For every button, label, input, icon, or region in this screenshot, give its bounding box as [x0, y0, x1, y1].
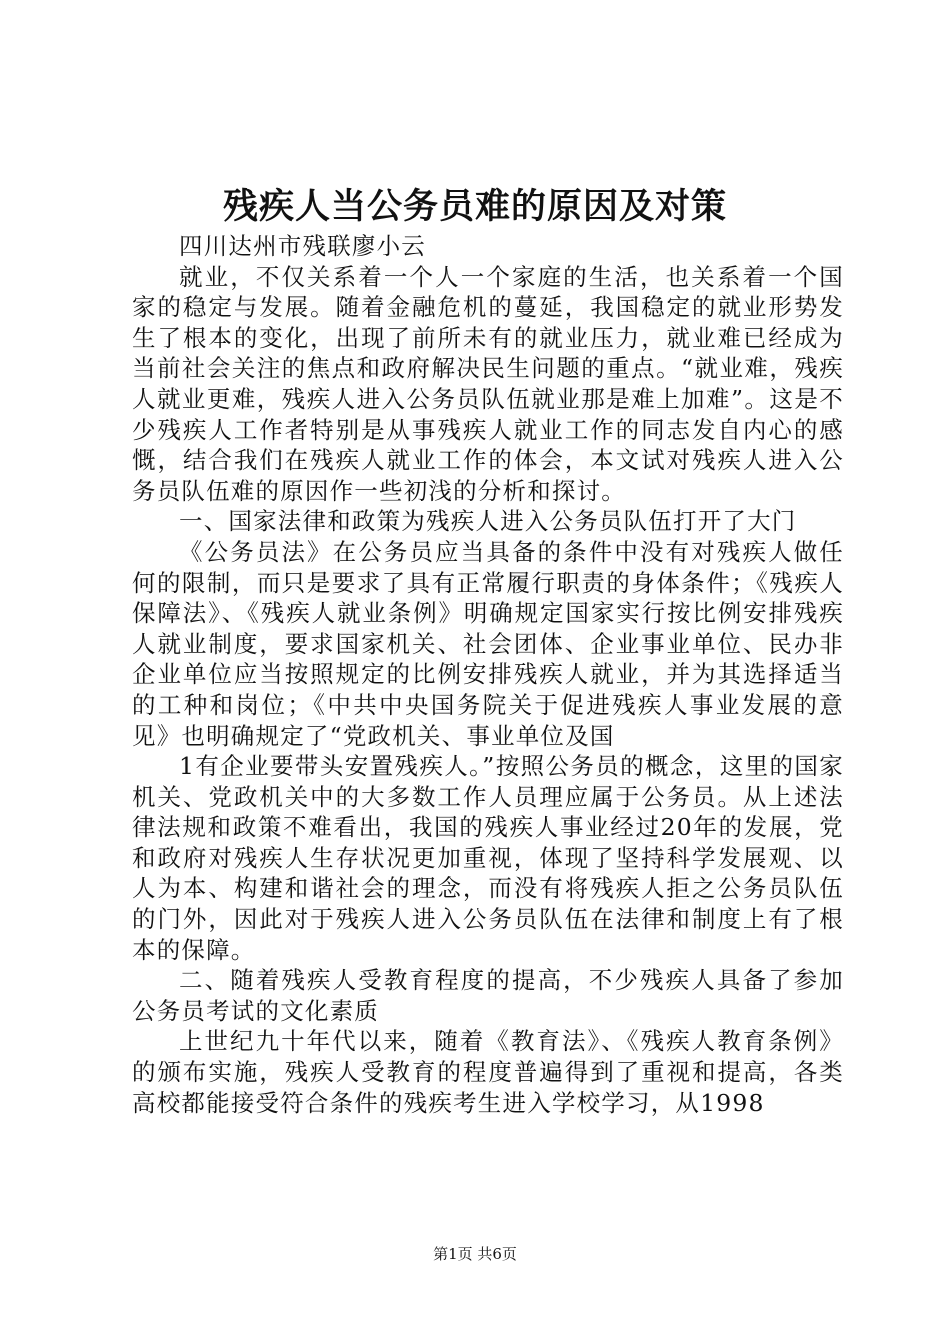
paragraph-education: 上世纪九十年代以来，随着《教育法》、《残疾人教育条例》的颁布实施，残疾人受教育的程度普遍得到了重视和提高，各类高校都能接受符合条件的残疾考生进入学校学习，从1998	[132, 1027, 844, 1117]
page-footer: 第1页 共6页	[433, 1245, 517, 1263]
section-heading-2: 二、随着残疾人受教育程度的提高，不少残疾人具备了参加公务员考试的文化素质	[132, 966, 844, 1025]
paragraph-law-continued: 1有企业要带头安置残疾人。”按照公务员的概念，这里的国家机关、党政机关中的大多数工作人员理应属于公务员。从上述法律法规和政策不难看出，我国的残疾人事业经过20年的发展，党和政府对残疾人生存状况更加重视，体现了坚持科学发展观、以人为本、构建和谐社会的理念，而没有将残疾人拒之公务员队伍的门外，因此对于残疾人进入公务员队伍在法律和制度上有了根本的保障。	[132, 752, 844, 964]
paragraph-law: 《公务员法》在公务员应当具备的条件中没有对残疾人做任何的限制，而只是要求了具有正常履行职责的身体条件；《残疾人保障法》、《残疾人就业条例》明确规定国家实行按比例安排残疾人就业制度，要求国家机关、社会团体、企业事业单位、民办非企业单位应当按照规定的比例安排残疾人就业，并为其选择适当的工种和岗位；《中共中央国务院关于促进残疾人事业发展的意见》也明确规定了“党政机关、事业单位及国	[132, 537, 844, 750]
document-body	[132, 231, 844, 1118]
author-line: 四川达州市残联廖小云	[179, 232, 426, 260]
section-heading-1: 一、国家法律和政策为残疾人进入公务员队伍打开了大门	[179, 507, 797, 536]
paragraph-intro: 就业，不仅关系着一个人一个家庭的生活，也关系着一个国家的稳定与发展。随着金融危机的蔓延，我国稳定的就业形势发生了根本的变化，出现了前所未有的就业压力，就业难已经成为当前社会关注的焦点和政府解决民生问题的重点。“就业难，残疾人就业更难，残疾人进入公务员队伍就业那是难上加难”。这是不少残疾人工作者特别是从事残疾人就业工作的同志发自内心的感慨，结合我们在残疾人就业工作的体会，本文试对残疾人进入公务员队伍难的原因作一些初浅的分析和探讨。	[132, 262, 844, 505]
document-title: 残疾人当公务员难的原因及对策	[222, 186, 727, 227]
